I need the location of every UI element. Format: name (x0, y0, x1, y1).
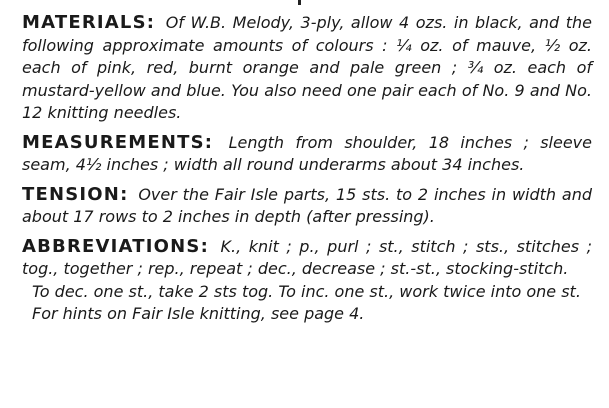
tension-heading: TENSION: (22, 183, 129, 205)
materials-text: Of W.B. Melody, 3-ply, allow 4 ozs. in black, and the following approximate amounts of colours : ¼ oz. of mauve, ½ oz. each of pink, red, burnt orange and pale green ; ¾ oz. each of mustard-yellow and blue. You also need one pair each of No. 9 and No. 12 knitting needles. (22, 13, 593, 122)
abbreviations-section (22, 236, 592, 281)
tension-section (22, 184, 592, 229)
decrease-note (22, 281, 592, 304)
hints-note: For hints on Fair Isle knitting, see page 4. (32, 304, 365, 323)
tension-text: Over the Fair Isle parts, 15 sts. to 2 inches in width and about 17 rows to 2 inches in depth (after pressing). (22, 184, 592, 226)
materials-section (22, 12, 592, 125)
materials-heading: MATERIALS: (22, 12, 156, 33)
pattern-details (22, 12, 592, 326)
measurements-text: Length from shoulder, 18 inches ; sleeve seam, 4½ inches ; width all round underarms about 34 inches. (22, 132, 592, 174)
decrease-note-text: To dec. one st., take 2 sts tog. To inc. one st., work twice into one st. (32, 281, 581, 301)
measurements-section (22, 132, 592, 177)
abbreviations-heading: ABBREVIATIONS: (22, 235, 209, 257)
abbreviations-text: K., knit ; p., purl ; st., stitch ; sts., stitches ; tog., together ; rep., repeat ; dec., decrease ; st.-st., stocking-stitch. (22, 236, 592, 278)
scan-mark (298, 0, 301, 5)
measurements-heading: MEASUREMENTS: (22, 131, 214, 153)
